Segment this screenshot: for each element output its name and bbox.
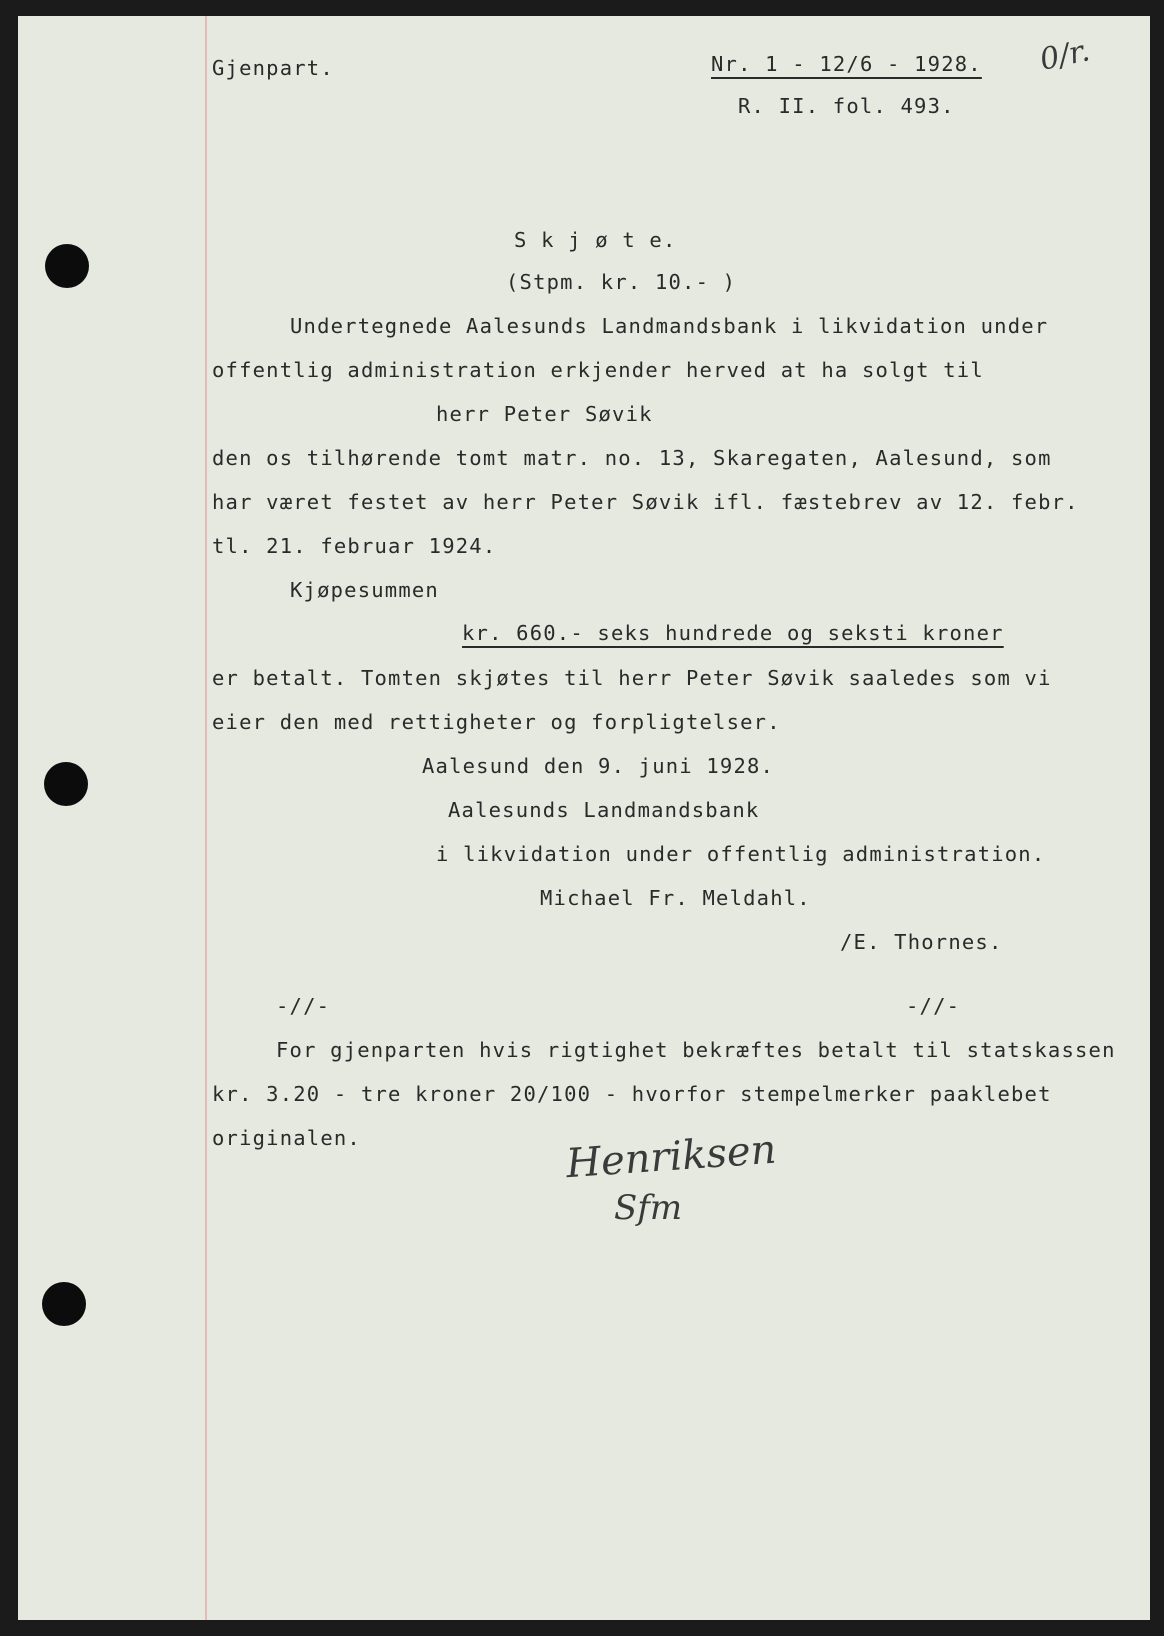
body-line-1: Undertegnede Aalesunds Landmandsbank i likvidation under	[290, 314, 1049, 338]
punch-hole-top	[45, 244, 89, 288]
bank-name: Aalesunds Landmandsbank	[448, 798, 760, 822]
gjenpart-label: Gjenpart.	[212, 56, 334, 80]
register-reference: R. II. fol. 493.	[738, 94, 955, 118]
handwritten-signature: Henriksen	[564, 1126, 778, 1188]
buyer-name: herr Peter Søvik	[436, 402, 653, 426]
certification-line-3: originalen.	[212, 1126, 361, 1150]
signer-name: Michael Fr. Meldahl.	[540, 886, 811, 910]
margin-line	[205, 16, 207, 1620]
place-date: Aalesund den 9. juni 1928.	[422, 754, 775, 778]
separator-right: -//-	[906, 994, 961, 1018]
separator-left: -//-	[276, 994, 331, 1018]
reference-number: Nr. 1 - 12/6 - 1928.	[711, 52, 982, 76]
purchase-sum-label: Kjøpesummen	[290, 578, 439, 602]
margin-mark: 0/r.	[1036, 33, 1093, 78]
cosigner-name: /E. Thornes.	[840, 930, 1003, 954]
body-line-6: tl. 21. februar 1924.	[212, 534, 497, 558]
purchase-sum-amount: kr. 660.- seks hundrede og seksti kroner	[462, 621, 1004, 645]
body-line-5: har været festet av herr Peter Søvik ifl. fæstebrev av 12. febr.	[212, 490, 1079, 514]
certification-line-1: For gjenparten hvis rigtighet bekræftes betalt til statskassen	[276, 1038, 1116, 1062]
document-page	[18, 16, 1150, 1620]
document-title: S k j ø t e.	[514, 228, 677, 252]
body-line-10: eier den med rettigheter og forpligtelser.	[212, 710, 781, 734]
bank-status: i likvidation under offentlig administration.	[436, 842, 1046, 866]
body-line-4: den os tilhørende tomt matr. no. 13, Skaregaten, Aalesund, som	[212, 446, 1052, 470]
certification-line-2: kr. 3.20 - tre kroner 20/100 - hvorfor stempelmerker paaklebet	[212, 1082, 1052, 1106]
body-line-9: er betalt. Tomten skjøtes til herr Peter Søvik saaledes som vi	[212, 666, 1052, 690]
punch-hole-middle	[44, 762, 88, 806]
punch-hole-bottom	[42, 1282, 86, 1326]
body-line-2: offentlig administration erkjender herved at ha solgt til	[212, 358, 984, 382]
handwritten-initials: Sfm	[614, 1188, 683, 1228]
stamp-fee: (Stpm. kr. 10.- )	[506, 270, 737, 294]
